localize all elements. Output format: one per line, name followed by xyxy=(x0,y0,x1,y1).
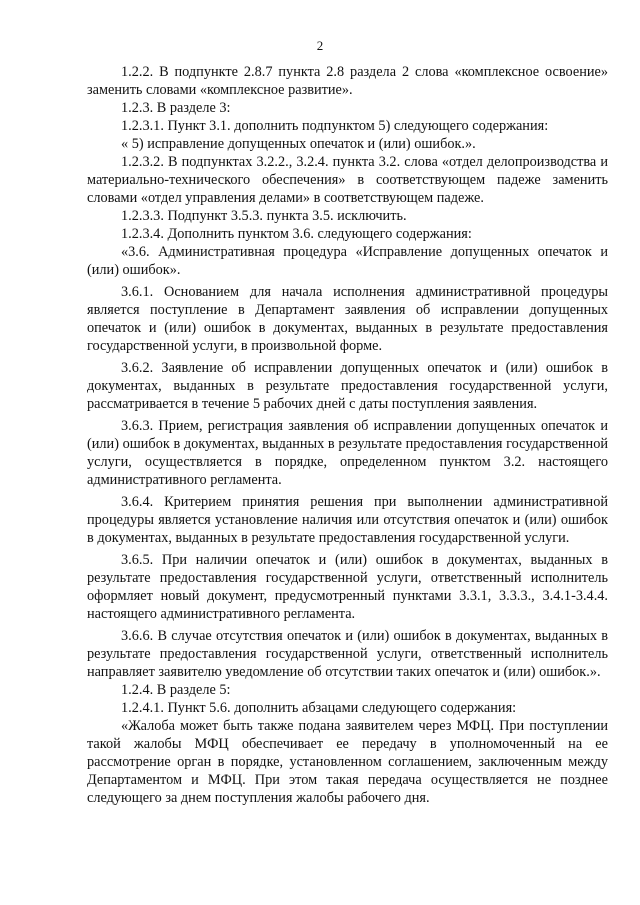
paragraph-3-6-heading: «3.6. Административная процедура «Исправление допущенных опечаток и (или) ошибок». xyxy=(87,244,608,278)
paragraph-1-2-3-3: 1.2.3.3. Подпункт 3.5.3. пункта 3.5. исключить. xyxy=(121,208,407,224)
paragraph-3-6-6: 3.6.6. В случае отсутствия опечаток и (или) ошибок в документах, выданных в результате предоставления государственной услуги, ответственный исполнитель направляет заявителю уведомление об отсутствии таких опечаток и (или) ошибок.». xyxy=(87,628,608,680)
paragraph-1-2-3: 1.2.3. В разделе 3: xyxy=(121,100,231,116)
quoted-subitem-5: « 5) исправление допущенных опечаток и (или) ошибок.». xyxy=(121,136,476,152)
paragraph-3-6-5: 3.6.5. При наличии опечаток и (или) ошибок в документах, выданных в результате предоставления государственной услуги, ответственный исполнитель оформляет новый документ, предусмотренный пунктами 3.3.1, 3.3.3., 3.4.1-3.4.4. настоящего административного регламента. xyxy=(87,552,608,622)
paragraph-1-2-4: 1.2.4. В разделе 5: xyxy=(121,682,231,698)
paragraph-1-2-3-2: 1.2.3.2. В подпунктах 3.2.2., 3.2.4. пункта 3.2. слова «отдел делопроизводства и материально-технического обеспечения» в соответствующем падеже заменить словами «отдел управления делами» в соответствующем падеже. xyxy=(87,154,608,206)
paragraph-1-2-2: 1.2.2. В подпункте 2.8.7 пункта 2.8 раздела 2 слова «комплексное освоение» заменить словами «комплексное развитие». xyxy=(87,64,608,98)
paragraph-3-6-3: 3.6.3. Прием, регистрация заявления об исправлении допущенных опечаток и (или) ошибок в документах, выданных в результате предоставления государственной услуги, осуществляется в порядке, определенном пунктом 3.2. настоящего административного регламента. xyxy=(87,418,608,488)
paragraph-3-6-1: 3.6.1. Основанием для начала исполнения административной процедуры является поступление в Департамент заявления об исправлении допущенных опечаток и (или) ошибок в документах, выданных в результате предоставления государственной услуги, в произвольной форме. xyxy=(87,284,608,354)
paragraph-1-2-3-1: 1.2.3.1. Пункт 3.1. дополнить подпунктом 5) следующего содержания: xyxy=(121,118,549,134)
document-body xyxy=(87,63,608,807)
complaint-paragraph: «Жалоба может быть также подана заявителем через МФЦ. При поступлении такой жалобы МФЦ обеспечивает ее передачу в уполномоченный на ее рассмотрение орган в порядке, установленном соглашением, заключенным между Департаментом и МФЦ. При этом такая передача осуществляется не позднее следующего за днем поступления жалобы рабочего дня. xyxy=(87,718,608,806)
page-number: 2 xyxy=(316,38,324,53)
paragraph-1-2-4-1: 1.2.4.1. Пункт 5.6. дополнить абзацами следующего содержания: xyxy=(121,700,517,716)
paragraph-1-2-3-4: 1.2.3.4. Дополнить пунктом 3.6. следующего содержания: xyxy=(121,226,472,242)
paragraph-3-6-4: 3.6.4. Критерием принятия решения при выполнении административной процедуры является установление наличия или отсутствия опечаток и (или) ошибок в документах, выданных в результате предоставления государственной услуги. xyxy=(87,494,608,546)
paragraph-3-6-2: 3.6.2. Заявление об исправлении допущенных опечаток и (или) ошибок в документах, выданных в результате предоставления государственной услуги, рассматривается в течение 5 рабочих дней с даты поступления заявления. xyxy=(87,360,608,412)
